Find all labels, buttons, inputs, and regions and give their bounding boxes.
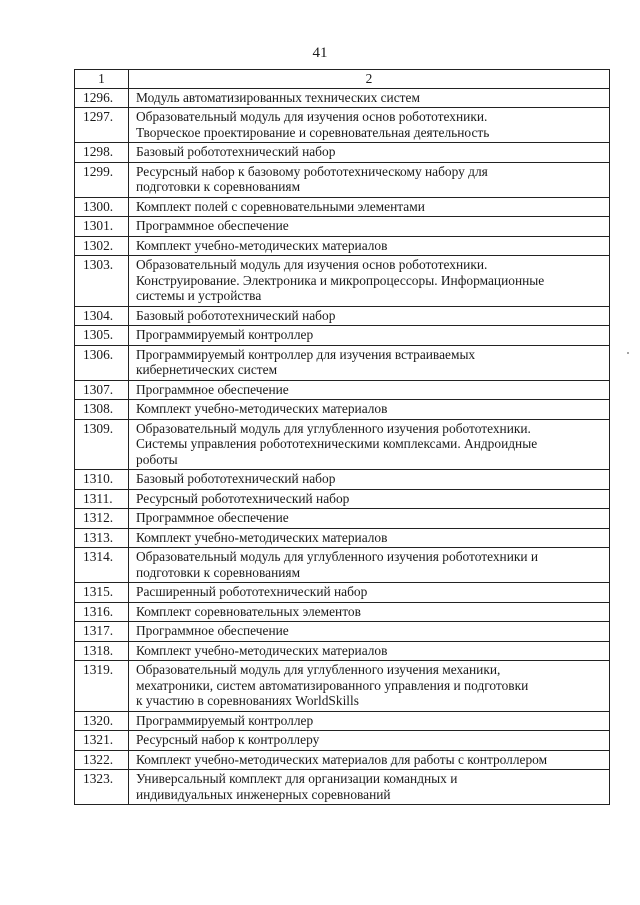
row-number: 1301.: [75, 217, 129, 237]
row-description: Программируемый контроллер: [129, 711, 610, 731]
row-number: 1303.: [75, 256, 129, 307]
table-row: [75, 326, 610, 346]
row-number: 1307.: [75, 380, 129, 400]
row-description: Комплект учебно-методических материалов для работы с контроллером: [129, 750, 610, 770]
row-description: Расширенный робототехнический набор: [129, 583, 610, 603]
row-number: 1302.: [75, 236, 129, 256]
row-description: Программное обеспечение: [129, 509, 610, 529]
row-description: Базовый робототехнический набор: [129, 306, 610, 326]
table-row: [75, 641, 610, 661]
row-number: 1313.: [75, 528, 129, 548]
table-row: [75, 256, 610, 307]
row-number: 1296.: [75, 88, 129, 108]
row-description: Программируемый контроллер для изучения встраиваемых кибернетических систем: [129, 345, 610, 380]
row-description: Комплект учебно-методических материалов: [129, 400, 610, 420]
table-row: [75, 306, 610, 326]
row-number: 1299.: [75, 162, 129, 197]
scan-speck: [627, 352, 629, 354]
table-header: [75, 70, 610, 89]
table-row: [75, 108, 610, 143]
row-description: Ресурсный робототехнический набор: [129, 489, 610, 509]
row-description: Образовательный модуль для углубленного изучения механики, мехатроники, систем автоматизированного управления и подготовки к участию в соревнованиях WorldSkills: [129, 661, 610, 712]
table-row: [75, 602, 610, 622]
table-body: [75, 88, 610, 805]
table-row: [75, 419, 610, 470]
row-number: 1316.: [75, 602, 129, 622]
column-header-number: 1: [75, 70, 129, 89]
row-number: 1312.: [75, 509, 129, 529]
row-number: 1308.: [75, 400, 129, 420]
row-number: 1321.: [75, 731, 129, 751]
table-row: [75, 400, 610, 420]
row-description: Комплект учебно-методических материалов: [129, 236, 610, 256]
row-number: 1300.: [75, 197, 129, 217]
row-description: Программное обеспечение: [129, 217, 610, 237]
row-description: Базовый робототехнический набор: [129, 143, 610, 163]
row-description: Комплект соревновательных элементов: [129, 602, 610, 622]
row-number: 1314.: [75, 548, 129, 583]
table-row: [75, 143, 610, 163]
row-description: Комплект учебно-методических материалов: [129, 641, 610, 661]
row-number: 1309.: [75, 419, 129, 470]
row-number: 1298.: [75, 143, 129, 163]
row-number: 1305.: [75, 326, 129, 346]
row-number: 1319.: [75, 661, 129, 712]
row-description: Программируемый контроллер: [129, 326, 610, 346]
table-row: [75, 509, 610, 529]
table-row: [75, 770, 610, 805]
table-row: [75, 731, 610, 751]
row-number: 1317.: [75, 622, 129, 642]
table-header-row: [75, 70, 610, 89]
table-row: [75, 548, 610, 583]
row-description: Универсальный комплект для организации командных и индивидуальных инженерных соревнований: [129, 770, 610, 805]
row-number: 1320.: [75, 711, 129, 731]
row-number: 1306.: [75, 345, 129, 380]
row-description: Программное обеспечение: [129, 380, 610, 400]
row-number: 1311.: [75, 489, 129, 509]
row-description: Комплект учебно-методических материалов: [129, 528, 610, 548]
table-row: [75, 583, 610, 603]
row-description: Образовательный модуль для углубленного изучения робототехники и подготовки к соревнованиям: [129, 548, 610, 583]
table-row: [75, 380, 610, 400]
table-row: [75, 622, 610, 642]
row-description: Модуль автоматизированных технических систем: [129, 88, 610, 108]
table-row: [75, 217, 610, 237]
row-description: Ресурсный набор к базовому робототехническому набору для подготовки к соревнованиям: [129, 162, 610, 197]
row-number: 1315.: [75, 583, 129, 603]
page-number: 41: [312, 45, 328, 61]
table-row: [75, 88, 610, 108]
row-description: Образовательный модуль для изучения основ робототехники. Конструирование. Электроника и микропроцессоры. Информационные системы и устройства: [129, 256, 610, 307]
row-number: 1322.: [75, 750, 129, 770]
row-number: 1323.: [75, 770, 129, 805]
row-number: 1297.: [75, 108, 129, 143]
row-description: Базовый робототехнический набор: [129, 470, 610, 490]
table-row: [75, 162, 610, 197]
row-description: Ресурсный набор к контроллеру: [129, 731, 610, 751]
table-row: [75, 489, 610, 509]
row-number: 1304.: [75, 306, 129, 326]
row-description: Программное обеспечение: [129, 622, 610, 642]
row-description: Образовательный модуль для изучения основ робототехники. Творческое проектирование и соревновательная деятельность: [129, 108, 610, 143]
table-row: [75, 711, 610, 731]
table-row: [75, 528, 610, 548]
table-row: [75, 236, 610, 256]
table-row: [75, 750, 610, 770]
table-row: [75, 661, 610, 712]
table-row: [75, 197, 610, 217]
table-row: [75, 470, 610, 490]
column-header-name: 2: [129, 70, 610, 89]
row-number: 1318.: [75, 641, 129, 661]
items-table: [74, 69, 610, 805]
row-description: Комплект полей с соревновательными элементами: [129, 197, 610, 217]
table-row: [75, 345, 610, 380]
row-number: 1310.: [75, 470, 129, 490]
row-description: Образовательный модуль для углубленного изучения робототехники. Системы управления робототехническими комплексами. Андроидные роботы: [129, 419, 610, 470]
